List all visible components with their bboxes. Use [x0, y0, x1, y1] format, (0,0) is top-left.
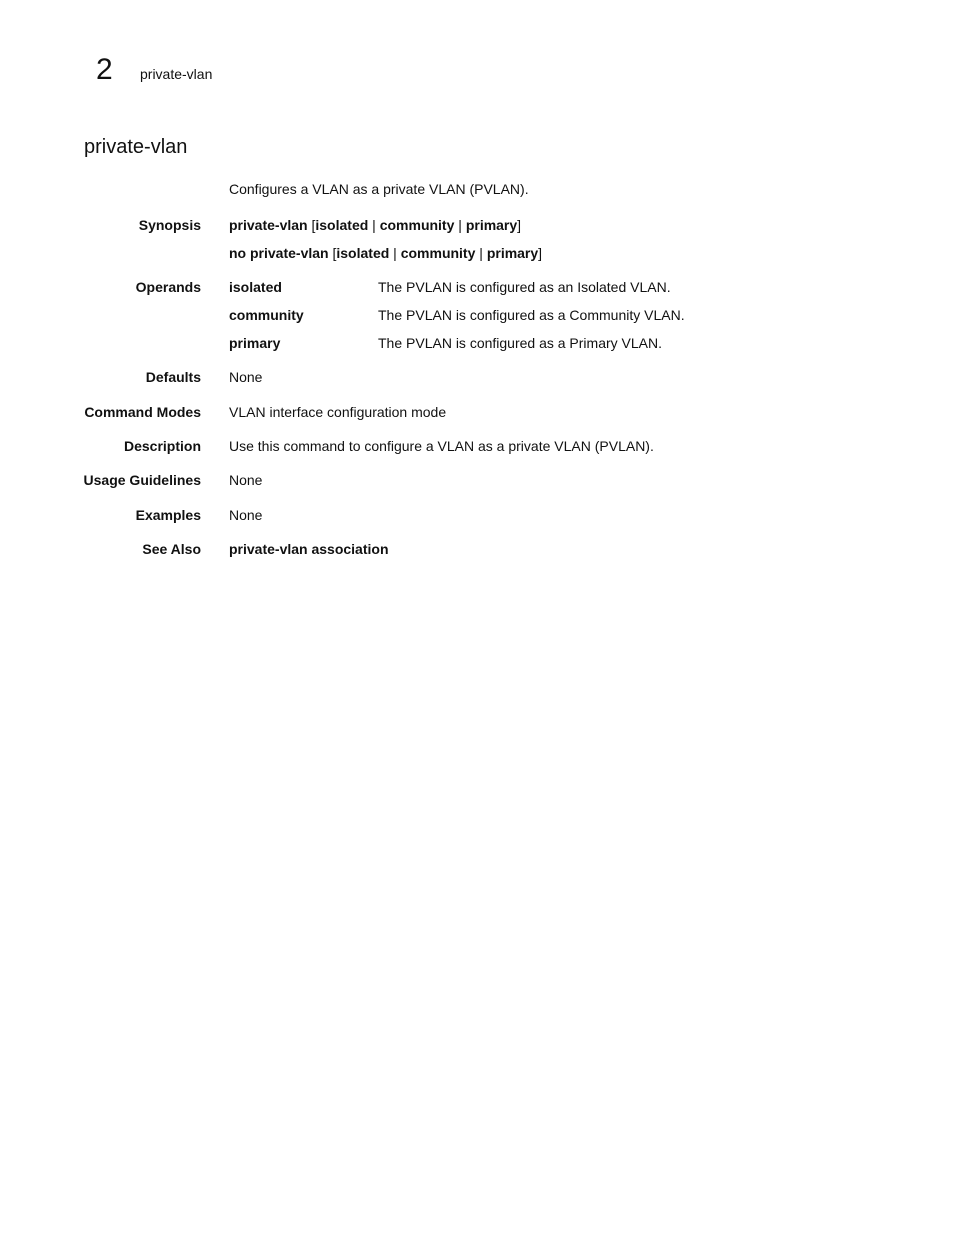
keyword-primary: primary	[465, 217, 518, 233]
separator: |	[389, 245, 401, 261]
keyword-isolated: isolated	[315, 217, 369, 233]
command-title: private-vlan	[84, 136, 188, 158]
command-modes-value: VLAN interface configuration mode	[229, 404, 447, 420]
description-value: Use this command to configure a VLAN as a private VLAN (PVLAN).	[229, 438, 654, 454]
separator: |	[475, 245, 487, 261]
synopsis-command: private-vlan	[229, 217, 308, 233]
operand-description: The PVLAN is configured as a Primary VLAN.	[378, 335, 663, 351]
synopsis-line-2	[229, 244, 542, 262]
synopsis-no-command: no private-vlan	[229, 245, 329, 261]
see-also-label: See Also	[142, 541, 201, 557]
operand-description: The PVLAN is configured as a Community VLAN.	[378, 307, 685, 323]
keyword-community: community	[400, 245, 476, 261]
operand-name: primary	[229, 335, 281, 351]
synopsis-line-1	[229, 216, 521, 234]
keyword-primary: primary	[486, 245, 539, 261]
operand-name: community	[229, 307, 304, 323]
separator: |	[454, 217, 466, 233]
description-label: Description	[123, 438, 201, 454]
bracket-close: ]	[538, 245, 543, 261]
command-summary: Configures a VLAN as a private VLAN (PVLAN).	[229, 181, 529, 197]
examples-label: Examples	[135, 507, 201, 523]
usage-guidelines-value: None	[229, 472, 263, 488]
running-title: private-vlan	[140, 66, 213, 82]
bracket-close: ]	[517, 217, 522, 233]
see-also-link[interactable]: private-vlan association	[229, 541, 389, 557]
synopsis-label: Synopsis	[138, 217, 201, 233]
defaults-label: Defaults	[145, 369, 201, 385]
command-modes-label: Command Modes	[84, 404, 201, 420]
operand-description: The PVLAN is configured as an Isolated VLAN.	[378, 279, 671, 295]
keyword-community: community	[379, 217, 455, 233]
separator: |	[368, 217, 380, 233]
keyword-isolated: isolated	[336, 245, 390, 261]
bracket-open: [	[328, 245, 337, 261]
bracket-open: [	[307, 217, 316, 233]
usage-guidelines-label: Usage Guidelines	[83, 472, 201, 488]
operand-name: isolated	[229, 279, 282, 295]
examples-value: None	[229, 507, 263, 523]
operands-label: Operands	[135, 279, 201, 295]
chapter-number: 2	[96, 53, 113, 86]
defaults-value: None	[229, 369, 263, 385]
